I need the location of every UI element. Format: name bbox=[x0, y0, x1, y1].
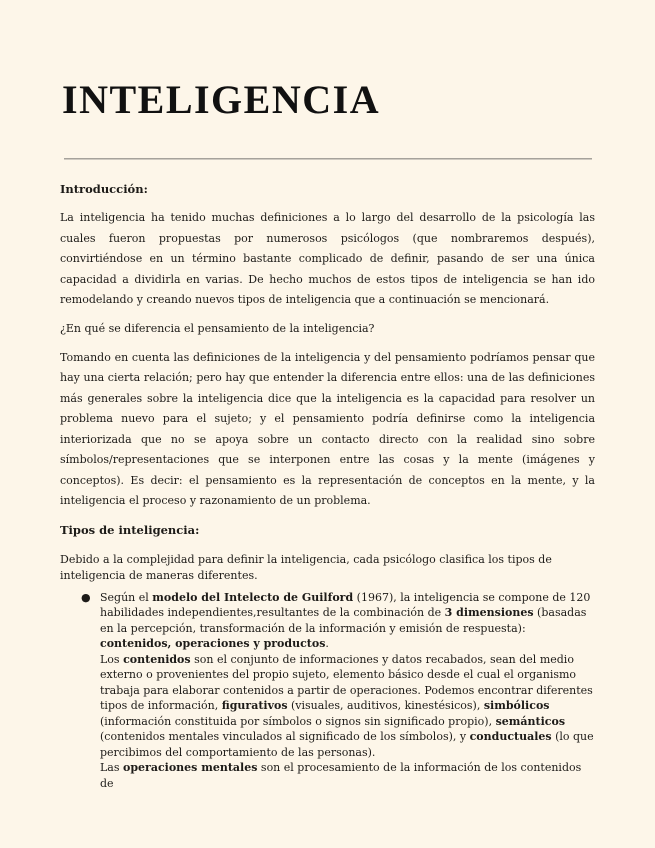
text-segment: (lo que percibimos del comportamiento de las personas). bbox=[100, 730, 594, 759]
intro-paragraph: La inteligencia ha tenido muchas definiciones a lo largo del desarrollo de la psicología las cuales fueron propuestas por numerosos psicólogos (que nombraremos después), convirtiéndose en un término bastante complicado de definir, pasando de ser una única capacidad a dividirla en varias. De hecho muchos de estos tipos de inteligencia se han ido remodelando y creando nuevos tipos de inteligencia que a continuación se mencionará. bbox=[60, 211, 595, 306]
text-segment: (1967), la inteligencia se compone de 120 habilidades independientes,resultantes de la combinación de bbox=[100, 590, 591, 619]
text-segment: Las bbox=[100, 761, 124, 774]
bold-term: figurativos bbox=[221, 699, 288, 712]
bold-term: semánticos bbox=[495, 714, 566, 728]
bold-term: simbólicos bbox=[483, 699, 550, 712]
list-item-guilford bbox=[60, 590, 595, 792]
intro-heading: Introducción: bbox=[60, 182, 148, 196]
bold-term: operaciones mentales bbox=[123, 761, 258, 774]
guilford-paragraph bbox=[100, 590, 595, 652]
text-segment: (contenidos mentales vinculados al significado de los símbolos), y bbox=[100, 730, 470, 743]
bold-term: modelo del Intelecto de Guilford bbox=[152, 590, 354, 604]
types-list bbox=[60, 590, 595, 792]
text-segment: son el procesamiento de la información de los contenidos de bbox=[100, 761, 582, 790]
difference-paragraph: Tomando en cuenta las definiciones de la inteligencia y del pensamiento podríamos pensar que hay una cierta relación; pero hay que entender la diferencia entre ellos: una de las definiciones más generales sobre la inteligencia dice que la inteligencia es la capacidad para resolver un problema nuevo para el sujeto; y el pensamiento podría definirse como la inteligencia interiorizada que no se apoya sobre un contacto directo con la realidad sino sobre símbolos/representaciones que se interponen entre las cosas y la mente (imágenes y conceptos). Es decir: el pensamiento es la representación de conceptos en la mente, y la inteligencia el proceso y razonamiento de un problema. bbox=[60, 350, 595, 507]
bold-term: 3 dimensiones bbox=[444, 606, 534, 619]
text-segment: (visuales, auditivos, kinestésicos), bbox=[287, 699, 484, 712]
bold-term: contenidos, operaciones y productos bbox=[100, 637, 326, 650]
text-segment: Según el bbox=[100, 590, 153, 604]
text-segment: (basadas en la percepción, transformación de la información y emisión de respuesta): bbox=[100, 606, 587, 635]
contenidos-paragraph bbox=[100, 652, 595, 761]
horizontal-divider bbox=[64, 158, 592, 160]
operaciones-paragraph bbox=[100, 760, 595, 791]
types-intro-paragraph: Debido a la complejidad para definir la inteligencia, cada psicólogo clasifica los tipos de inteligencia de maneras diferentes. bbox=[60, 552, 552, 582]
bullet-dot-icon: ● bbox=[81, 590, 91, 604]
question-text: ¿En qué se diferencia el pensamiento de la inteligencia? bbox=[60, 321, 375, 335]
page-title: INTELIGENCIA bbox=[62, 77, 381, 122]
bold-term: conductuales bbox=[469, 730, 552, 743]
text-segment: (información constituida por símbolos o signos sin significado propio), bbox=[100, 714, 496, 728]
bold-term: contenidos bbox=[123, 652, 191, 666]
text-segment: son el conjunto de informaciones y datos recabados, sean del medio externo o provenientes del propio sujeto, elemento básico desde el cual el organismo trabaja para elaborar contenidos a partir de operaciones. Podemos encontrar diferentes tipos de información, bbox=[100, 652, 593, 712]
types-heading: Tipos de inteligencia: bbox=[60, 522, 200, 537]
document-body bbox=[60, 179, 595, 791]
text-segment: . bbox=[325, 637, 329, 650]
text-segment: Los bbox=[100, 652, 124, 666]
